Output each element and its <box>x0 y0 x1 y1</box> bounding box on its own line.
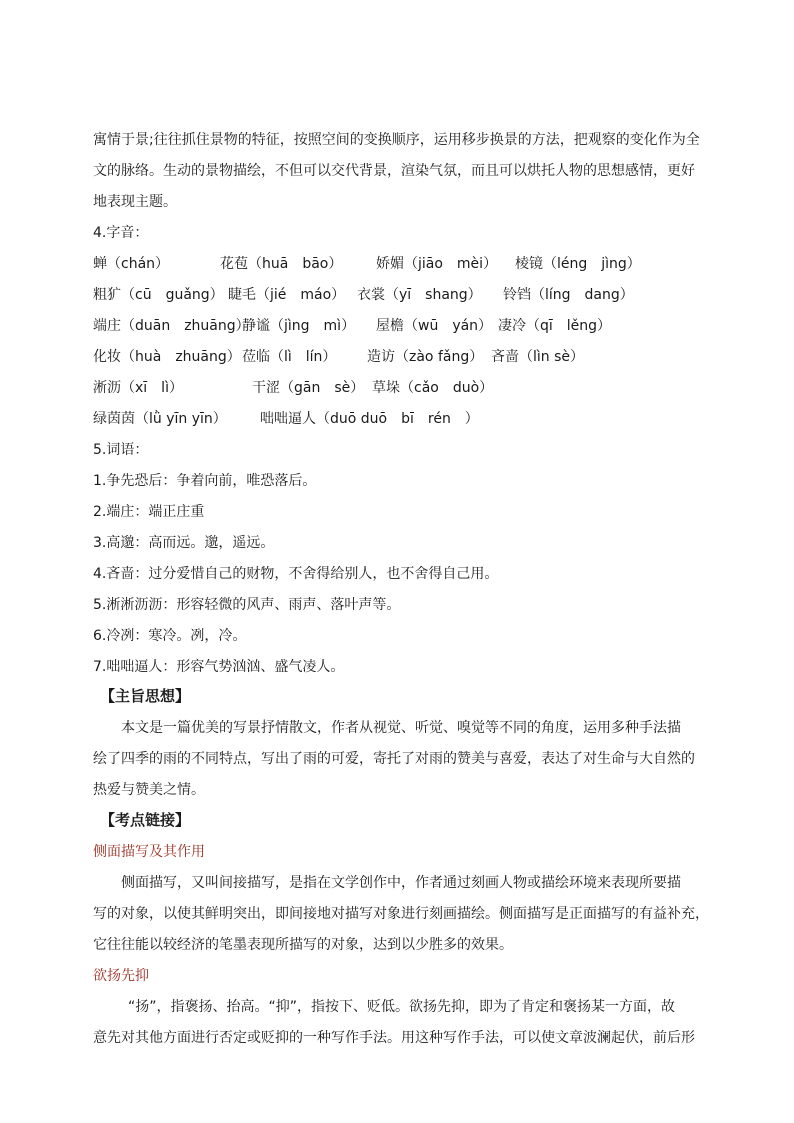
pinyin-row <box>0 316 794 336</box>
pinyin-item: 棱镜（léng jìng） <box>515 256 641 272</box>
pinyin-item: 静谧（jìng mì） <box>242 318 356 334</box>
theme-line-3: 热爱与赞美之情。 <box>93 782 205 798</box>
side-description-line-3: 它往往能以较经济的笔墨表现所描写的对象，达到以少胜多的效果。 <box>93 937 513 953</box>
pinyin-item: 娇媚（jiāo mèi） <box>376 256 498 272</box>
theme-line-2: 绘了四季的雨的不同特点，写出了雨的可爱，寄托了对雨的赞美与喜爱，表达了对生命与大自然的 <box>93 751 695 767</box>
vocab-item: 7.咄咄逼人：形容气势汹汹、盛气凌人。 <box>93 659 345 675</box>
side-description-line-2: 写的对象，以使其鲜明突出，即间接地对描写对象进行刻画描绘。侧面描写是正面描写的有益补充， <box>93 906 709 922</box>
vocab-item: 2.端庄：端正庄重 <box>93 504 205 520</box>
pinyin-item: 莅临（lì lín） <box>242 349 337 365</box>
pinyin-item: 干涩（gān sè） <box>252 380 365 396</box>
pinyin-item: 吝啬（lìn sè） <box>491 349 585 365</box>
pinyin-item: 铃铛（líng dang） <box>503 287 634 303</box>
theme-heading: 【主旨思想】 <box>100 687 191 705</box>
vocab-item: 5.淅淅沥沥：形容轻微的风声、雨声、落叶声等。 <box>93 597 401 613</box>
side-description-title: 侧面描写及其作用 <box>93 844 205 860</box>
pinyin-item: 造访（zào fǎng） <box>367 349 484 365</box>
pinyin-row <box>0 378 794 398</box>
pinyin-item: 粗犷（cū guǎng） <box>93 287 224 303</box>
intro-line-1: 寓情于景;往往抓住景物的特征，按照空间的变换顺序，运用移步换景的方法，把观察的变化作为全 <box>93 132 700 148</box>
pinyin-item: 蝉（chán） <box>93 256 170 272</box>
vocab-item: 4.吝啬：过分爱惜自己的财物，不舍得给别人，也不舍得自己用。 <box>93 566 499 582</box>
pinyin-heading: 4.字音： <box>93 225 149 241</box>
pinyin-item: 衣裳（yī shang） <box>357 287 482 303</box>
pinyin-item: 屋檐（wū yán） <box>376 318 493 334</box>
vocab-heading: 5.词语： <box>93 442 149 458</box>
vocab-item: 6.冷冽：寒冷。冽，冷。 <box>93 628 247 644</box>
pinyin-item: 绿茵茵（lǜ yīn yīn） <box>93 411 227 427</box>
pinyin-item: 凄冷（qī lěng） <box>498 318 612 334</box>
pinyin-item: 花苞（huā bāo） <box>220 256 343 272</box>
contrast-technique-title: 欲扬先抑 <box>93 968 149 984</box>
side-description-line-1: 侧面描写，又叫间接描写，是指在文学创作中，作者通过刻画人物或描绘环境来表现所要描 <box>121 875 681 891</box>
vocab-item: 1.争先恐后：争着向前，唯恐落后。 <box>93 473 317 489</box>
pinyin-item: 咄咄逼人（duō duō bī rén ） <box>260 411 479 427</box>
pinyin-item: 化妆（huà zhuāng） <box>93 349 241 365</box>
contrast-technique-line-2: 意先对其他方面进行否定或贬抑的一种写作手法。用这种写作手法，可以使文章波澜起伏，前后形 <box>93 1030 695 1046</box>
pinyin-row <box>0 409 794 429</box>
pinyin-row <box>0 347 794 367</box>
intro-line-2: 文的脉络。生动的景物描绘，不但可以交代背景，渲染气氛，而且可以烘托人物的思想感情，更好 <box>93 163 695 179</box>
contrast-technique-line-1: “扬”，指褒扬、抬高。“抑”，指按下、贬低。欲扬先抑，即为了肯定和褒扬某一方面，故 <box>128 999 676 1015</box>
intro-line-3: 地表现主题。 <box>93 194 177 210</box>
pinyin-item: 草垛（cǎo duò） <box>372 380 494 396</box>
pinyin-item: 端庄（duān zhuāng） <box>93 318 250 334</box>
exam-heading: 【考点链接】 <box>100 811 191 829</box>
pinyin-item: 睫毛（jié máo） <box>228 287 346 303</box>
theme-line-1: 本文是一篇优美的写景抒情散文，作者从视觉、听觉、嗅觉等不同的角度，运用多种手法描 <box>121 720 681 736</box>
vocab-item: 3.高邈：高而远。邈，遥远。 <box>93 535 275 551</box>
pinyin-row <box>0 285 794 305</box>
pinyin-row <box>0 254 794 274</box>
pinyin-item: 淅沥（xī lì） <box>93 380 183 396</box>
